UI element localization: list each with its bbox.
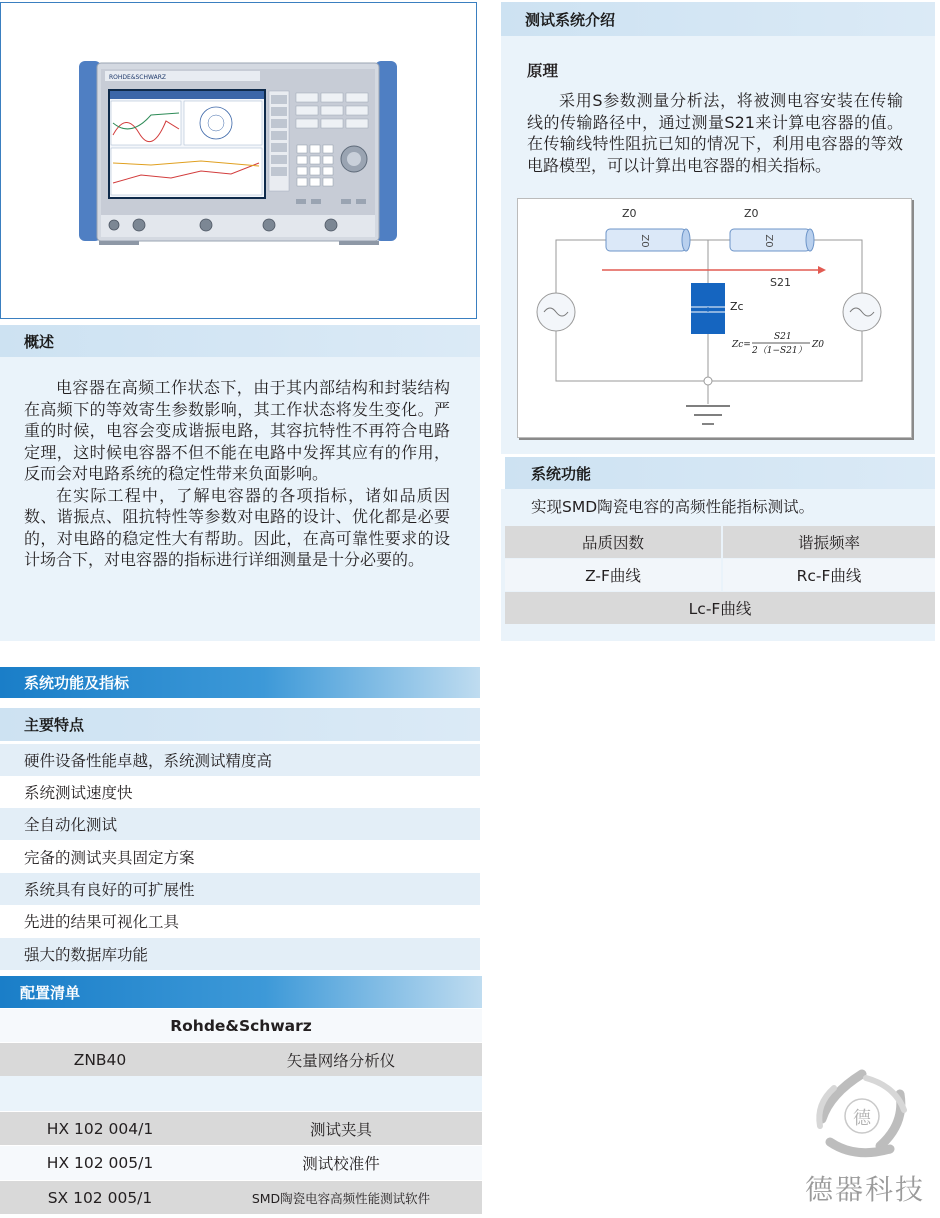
function-cell-z-f-curve: Z-F曲线 — [505, 559, 721, 591]
principle-paragraph: 采用S参数测量分析法，将被测电容安装在传输线的传输路径中，通过测量S21来计算电容器的值。在传输线特性阻抗已知的情况下，利用电容器的等效电路模型，可以计算出电容器的相关指标。 — [527, 91, 903, 175]
config-row — [0, 1076, 482, 1111]
config-description: SMD陶瓷电容高频性能测试软件 — [251, 1190, 431, 1206]
overview-paragraph-1: 电容器在高频工作状态下，由于其内部结构和封装结构在高频下的等效寄生参数影响，其工作状态将发生变化。严重的时候，电容会变成谐振电路，其容抗特性不再符合电路定理，这时候电容器不但不能在电路中发挥其应有的作用，反而会对电路系统的稳定性带来负面影响。 — [24, 378, 450, 483]
capacitor-symbol — [691, 283, 725, 334]
feature-item-text: 先进的结果可视化工具 — [24, 913, 180, 931]
feature-item — [0, 905, 480, 937]
feature-item-text: 硬件设备性能卓越，系统测试精度高 — [24, 752, 273, 770]
vector-network-analyzer-image — [1, 3, 476, 318]
formula-rhs: Z0 — [812, 340, 824, 350]
formula-denominator: 2（1−S21） — [752, 346, 807, 356]
system-function-intro: 实现SMD陶瓷电容的高频性能指标测试。 — [531, 498, 815, 516]
function-cell-lc-f-curve: Lc-F曲线 — [505, 592, 935, 624]
system-functions-specs-title: 系统功能及指标 — [24, 674, 130, 692]
z0-label-left: Z0 — [622, 207, 637, 220]
zc-formula — [731, 332, 824, 356]
circuit-diagram-svg — [518, 199, 911, 437]
feature-item — [0, 938, 480, 970]
s21-arrow-head — [818, 266, 826, 274]
feature-item-text: 系统具有良好的可扩展性 — [24, 881, 195, 899]
config-row — [0, 1181, 482, 1214]
instrument-photo-frame — [0, 2, 477, 319]
function-cell-rc-f-curve: Rc-F曲线 — [723, 559, 935, 591]
feature-item-text: 全自动化测试 — [24, 816, 118, 834]
principle-text — [527, 90, 903, 176]
source-right-icon — [843, 293, 881, 331]
config-model: ZNB40 — [73, 1050, 127, 1069]
instrument-brand: ROHDE&SCHWARZ — [109, 74, 166, 81]
emblem-char: 德 — [853, 1108, 871, 1129]
key-features-header — [0, 708, 480, 741]
system-functions-specs-header — [0, 667, 480, 698]
overview-title: 概述 — [24, 332, 55, 351]
key-features-title: 主要特点 — [24, 716, 85, 734]
s21-label: S21 — [770, 276, 791, 289]
system-function-header — [505, 457, 935, 489]
config-list-header — [0, 976, 482, 1008]
config-row — [0, 1043, 482, 1076]
config-brand: Rohde&Schwarz — [170, 1016, 312, 1035]
config-model: HX 102 005/1 — [46, 1154, 154, 1172]
test-system-header — [501, 2, 935, 36]
feature-item-text: 完备的测试夹具固定方案 — [24, 849, 195, 867]
config-model: SX 102 005/1 — [47, 1188, 153, 1207]
overview-text — [24, 377, 450, 571]
circuit-diagram — [517, 198, 912, 438]
system-function-title: 系统功能 — [531, 464, 592, 483]
formula-numerator: S21 — [774, 332, 792, 342]
function-cell-resonant-frequency: 谐振频率 — [723, 526, 935, 558]
company-logo — [800, 1064, 930, 1214]
zc-label: Zc — [730, 300, 744, 313]
config-description: 测试校准件 — [302, 1155, 380, 1173]
company-name: 德器科技 — [804, 1173, 925, 1206]
source-left-icon — [537, 293, 575, 331]
feature-item — [0, 776, 480, 808]
overview-header — [0, 325, 480, 357]
config-list-title: 配置清单 — [20, 983, 81, 1002]
config-brand-row — [0, 1009, 482, 1042]
z0-inner-left: Z0 — [639, 234, 650, 248]
z0-inner-right: Z0 — [763, 234, 774, 248]
z0-label-right: Z0 — [744, 207, 759, 220]
config-row — [0, 1112, 482, 1145]
ground-icon — [686, 406, 730, 424]
config-row — [0, 1146, 482, 1180]
overview-paragraph-2: 在实际工程中，了解电容器的各项指标，诸如品质因数、谐振点、阻抗特性等参数对电路的设计、优化都是必要的，对电路的稳定性大有帮助。因此，在高可靠性要求的设计场合下，对电容器的指标进行详细测量是十分必要的。 — [24, 485, 450, 569]
feature-item-text: 系统测试速度快 — [24, 784, 133, 802]
principle-title: 原理 — [527, 62, 559, 80]
config-description: 矢量网络分析仪 — [286, 1051, 396, 1070]
config-model: HX 102 004/1 — [46, 1119, 154, 1138]
config-description: 测试夹具 — [309, 1120, 372, 1139]
feature-item — [0, 808, 480, 840]
feature-item — [0, 841, 480, 873]
feature-item — [0, 873, 480, 905]
company-emblem-icon — [800, 1064, 930, 1164]
formula-lhs: Zc= — [732, 340, 751, 350]
test-system-title: 测试系统介绍 — [525, 10, 616, 29]
feature-item-text: 强大的数据库功能 — [24, 946, 149, 964]
function-cell-quality-factor: 品质因数 — [505, 526, 721, 558]
feature-item — [0, 744, 480, 776]
